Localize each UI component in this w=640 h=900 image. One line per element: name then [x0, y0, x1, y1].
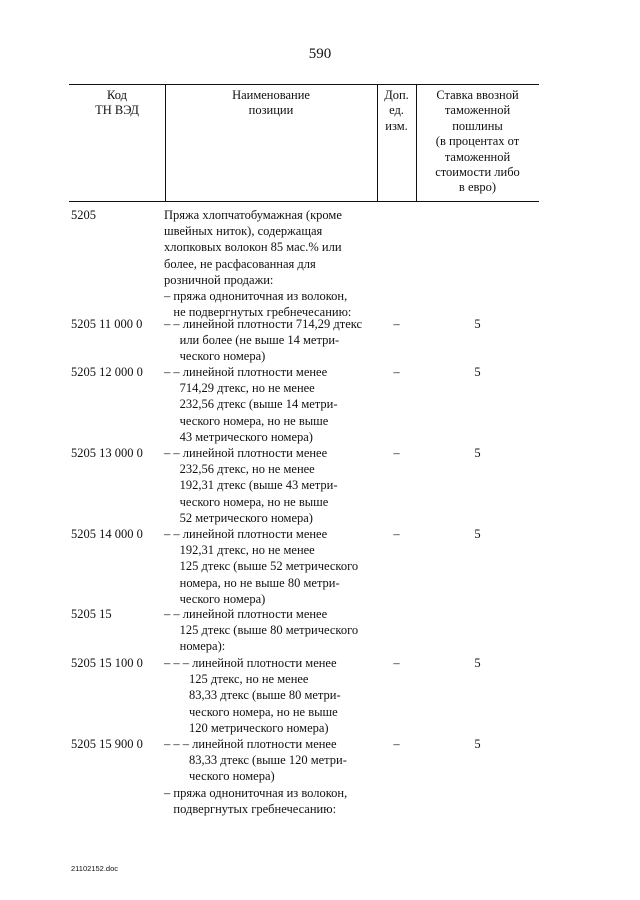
row-name: – – линейной плотности менее 714,29 дтекс, но не менее 232,56 дтекс (выше 14 метри- ческого номера, но не выше 43 метрического номера) [164, 365, 338, 444]
row-unit: – [393, 317, 400, 331]
footer-filename: 21102152.doc [71, 864, 118, 873]
header-name: Наименование позиции [232, 88, 310, 118]
row-code: 5205 14 000 0 [71, 527, 143, 541]
row-name: Пряжа хлопчатобумажная (кроме швейных ниток), содержащая хлопковых волокон 85 мас.% или более, не расфасованная для розничной продажи: – пряжа однониточная из волокон, не подвергнутых гребнечесанию: [164, 208, 352, 320]
row-name: – пряжа однониточная из волокон, подвергнутых гребнечесанию: [164, 786, 348, 817]
header-code: Код ТН ВЭД [95, 88, 139, 118]
row-code: 5205 11 000 0 [71, 317, 143, 331]
row-name: – – линейной плотности менее 125 дтекс (выше 80 метрического номера): [164, 607, 359, 654]
row-code: 5205 13 000 0 [71, 446, 143, 460]
row-rate: 5 [474, 656, 481, 670]
row-unit: – [393, 656, 400, 670]
row-code: 5205 15 100 0 [71, 656, 143, 670]
page-number: 590 [308, 46, 332, 62]
row-unit: – [393, 446, 400, 460]
row-unit: – [393, 365, 400, 379]
row-name: – – линейной плотности 714,29 дтекс или более (не выше 14 метри- ческого номера) [164, 317, 363, 364]
row-name: – – – линейной плотности менее 83,33 дтекс (выше 120 метри- ческого номера) [164, 737, 347, 784]
row-code: 5205 15 900 0 [71, 737, 143, 751]
row-unit: – [393, 737, 400, 751]
row-rate: 5 [474, 317, 481, 331]
row-code: 5205 [71, 208, 96, 222]
row-code: 5205 12 000 0 [71, 365, 143, 379]
header-unit: Доп. ед. изм. [384, 88, 409, 133]
row-name: – – линейной плотности менее 232,56 дтекс, но не менее 192,31 дтекс (выше 43 метри- ческого номера, но не выше 52 метрического номера) [164, 446, 338, 525]
row-rate: 5 [474, 527, 481, 541]
row-rate: 5 [474, 365, 481, 379]
row-rate: 5 [474, 737, 481, 751]
row-name: – – линейной плотности менее 192,31 дтекс, но не менее 125 дтекс (выше 52 метрического номера, но не выше 80 метри- ческого номера) [164, 527, 359, 606]
table-top-rule [69, 84, 539, 85]
row-rate: 5 [474, 446, 481, 460]
table-header-rule [69, 201, 539, 202]
row-unit: – [393, 527, 400, 541]
header-rate: Ставка ввозной таможенной пошлины (в процентах от таможенной стоимости либо в евро) [435, 88, 520, 195]
row-code: 5205 15 [71, 607, 112, 621]
row-name: – – – линейной плотности менее 125 дтекс, но не менее 83,33 дтекс (выше 80 метри- ческого номера, но не выше 120 метрического номера) [164, 656, 341, 735]
